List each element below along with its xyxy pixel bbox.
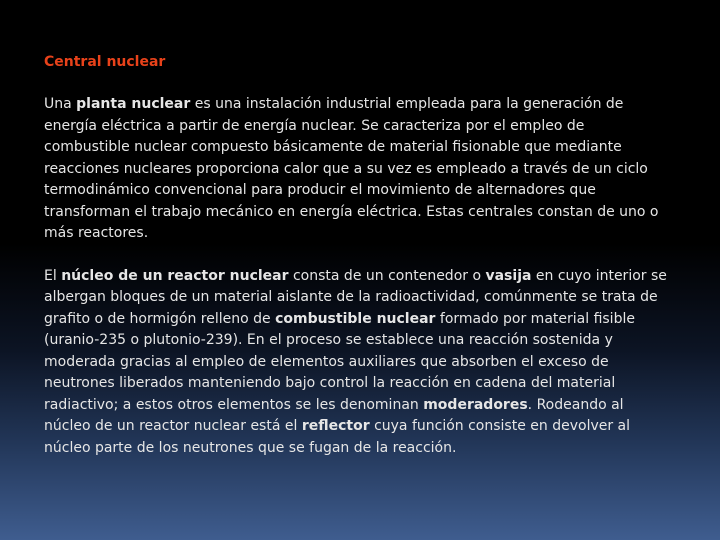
p2-text-3: en cuyo interior se albergan bloques de un material aislante de la radioactividad, comúnmente se trata de grafito o de hormigón relleno de: [44, 267, 667, 327]
p2-text-4: formado por material fisible (uranio-235 o plutonio-239). En el proceso se establece una reacción sostenida y moderada gracias al empleo de elementos auxiliares que absorben el exceso de neutrones liberados manteniendo bajo control la reacción en cadena del material radiactivo; a estos otros elementos se les denominan: [44, 310, 635, 413]
p2-term-vasija: vasija: [485, 267, 532, 284]
p1-text-1: Una: [44, 96, 77, 112]
p2-text-2: consta de un contenedor o: [288, 267, 486, 284]
p2-text-5: . Rodeando al núcleo de un reactor nuclear está el: [44, 396, 624, 434]
p2-text-6: cuya función consiste en devolver al núcleo parte de los neutrones que se fugan de la reacción.: [44, 418, 631, 456]
slide-content: [44, 52, 674, 480]
p2-text-1: El: [44, 267, 62, 284]
paragraph-nucleo-reactor: [44, 266, 674, 460]
p2-term-reflector: reflector: [301, 418, 370, 434]
p1-term-planta-nuclear: planta nuclear: [76, 96, 191, 112]
slide-title: Central nuclear: [44, 54, 166, 70]
paragraph-planta-nuclear: [44, 94, 674, 245]
p2-term-moderadores: moderadores: [423, 396, 528, 413]
p2-term-combustible: combustible nuclear: [275, 310, 436, 327]
p2-term-nucleo: núcleo de un reactor nuclear: [61, 267, 289, 284]
p1-text-2: es una instalación industrial empleada para la generación de energía eléctrica a partir de energía nuclear. Se caracteriza por el empleo de combustible nuclear compuesto básicamente de material fisionable que mediante reacciones nucleares proporciona calor que a su vez es empleado a través de un ciclo termodinámico convencional para producir el movimiento de alternadores que transforman el trabajo mecánico en energía eléctrica. Estas centrales constan de uno o más reactores.: [44, 96, 659, 241]
